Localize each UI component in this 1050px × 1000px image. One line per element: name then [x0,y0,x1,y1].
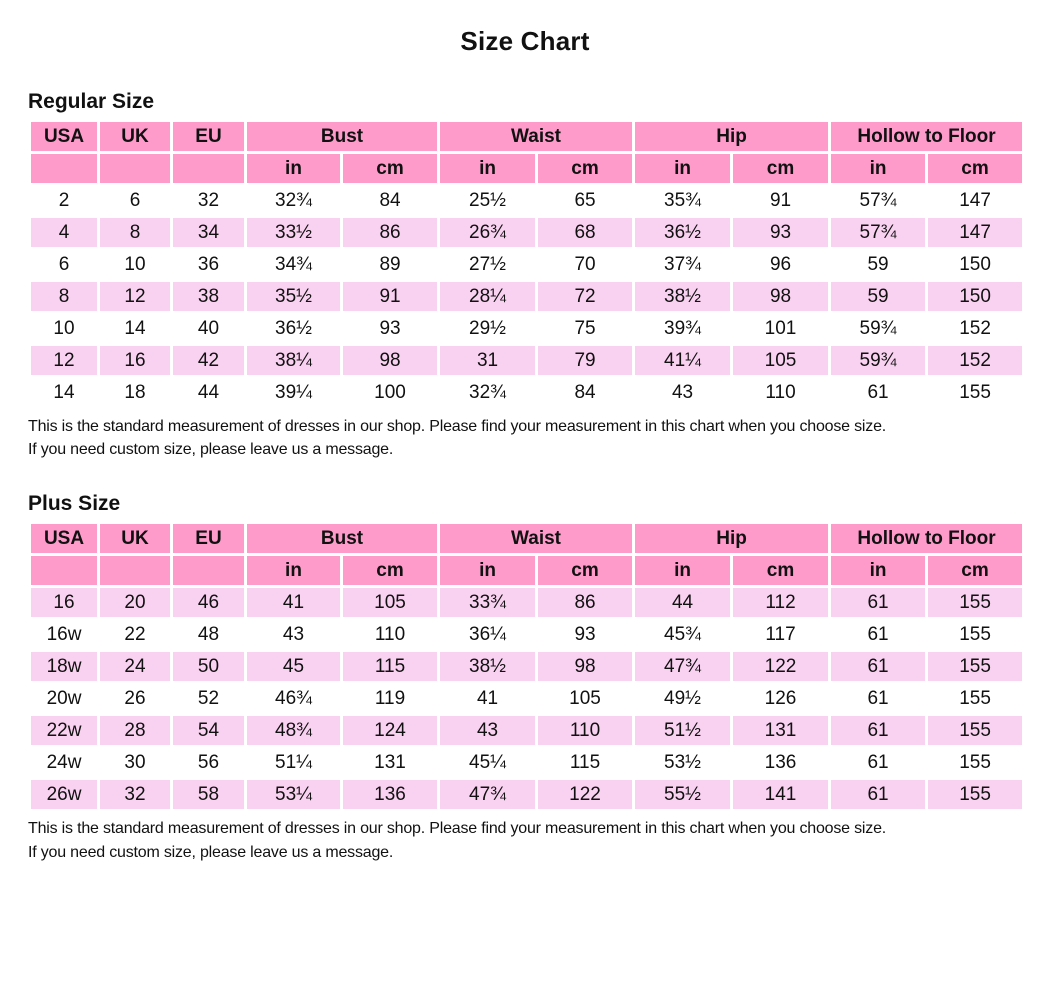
table-cell: 51½ [634,715,732,747]
table-cell: 57¾ [830,185,927,217]
empty-header-cell [99,555,172,587]
column-group-header: EU [172,121,246,153]
table-cell: 79 [537,345,634,377]
table-cell: 155 [927,683,1024,715]
table-cell: 155 [927,715,1024,747]
table-cell: 38¼ [246,345,342,377]
unit-header: in [439,153,537,185]
table-cell: 65 [537,185,634,217]
table-cell: 30 [99,747,172,779]
empty-header-cell [172,153,246,185]
table-cell: 26 [99,683,172,715]
unit-header: cm [342,555,439,587]
column-group-header: Hollow to Floor [830,121,1024,153]
table-cell: 46¾ [246,683,342,715]
unit-header: cm [342,153,439,185]
table-cell: 41 [439,683,537,715]
table-cell: 38½ [634,281,732,313]
table-row [30,313,1024,345]
table-cell: 8 [30,281,99,313]
column-group-header: EU [172,523,246,555]
table-cell: 37¾ [634,249,732,281]
table-cell: 33½ [246,217,342,249]
column-group-header: Hip [634,523,830,555]
table-cell: 136 [732,747,830,779]
unit-header: in [439,555,537,587]
unit-header: in [830,153,927,185]
table-cell: 122 [732,651,830,683]
table-cell: 28 [99,715,172,747]
column-group-header-row [30,523,1024,555]
table-cell: 2 [30,185,99,217]
table-cell: 61 [830,619,927,651]
table-cell: 101 [732,313,830,345]
table-cell: 20w [30,683,99,715]
table-cell: 141 [732,779,830,811]
table-cell: 34¾ [246,249,342,281]
table-row [30,185,1024,217]
table-cell: 47¾ [634,651,732,683]
column-group-header: Bust [246,121,439,153]
table-cell: 43 [634,377,732,409]
table-cell: 26¾ [439,217,537,249]
unit-header-row [30,153,1024,185]
table-cell: 6 [99,185,172,217]
table-cell: 61 [830,651,927,683]
table-cell: 39¾ [634,313,732,345]
table-cell: 48¾ [246,715,342,747]
table-row [30,345,1024,377]
table-cell: 24 [99,651,172,683]
table-cell: 93 [342,313,439,345]
table-cell: 45¾ [634,619,732,651]
table-cell: 51¼ [246,747,342,779]
table-cell: 39¼ [246,377,342,409]
table-cell: 12 [30,345,99,377]
table-cell: 84 [537,377,634,409]
table-cell: 14 [30,377,99,409]
table-row [30,747,1024,779]
table-cell: 152 [927,345,1024,377]
table-cell: 117 [732,619,830,651]
unit-header: in [634,153,732,185]
table-cell: 110 [537,715,634,747]
table-cell: 50 [172,651,246,683]
table-cell: 115 [342,651,439,683]
table-cell: 122 [537,779,634,811]
table-cell: 56 [172,747,246,779]
table-cell: 68 [537,217,634,249]
table-cell: 126 [732,683,830,715]
unit-header-row [30,555,1024,587]
table-cell: 91 [732,185,830,217]
table-cell: 28¼ [439,281,537,313]
table-cell: 150 [927,249,1024,281]
table-cell: 16 [99,345,172,377]
table-cell: 112 [732,587,830,619]
section-heading-plus: Plus Size [28,492,121,516]
table-cell: 10 [30,313,99,345]
table-cell: 24w [30,747,99,779]
table-cell: 44 [634,587,732,619]
unit-header: cm [537,153,634,185]
column-group-header: Waist [439,523,634,555]
table-cell: 36½ [246,313,342,345]
table-cell: 105 [732,345,830,377]
table-cell: 152 [927,313,1024,345]
table-cell: 86 [537,587,634,619]
table-cell: 47¾ [439,779,537,811]
table-cell: 155 [927,651,1024,683]
table-cell: 32 [99,779,172,811]
column-group-header: Hip [634,121,830,153]
table-cell: 16 [30,587,99,619]
table-cell: 136 [342,779,439,811]
table-row [30,651,1024,683]
unit-header: in [830,555,927,587]
table-cell: 31 [439,345,537,377]
table-cell: 155 [927,747,1024,779]
table-cell: 45 [246,651,342,683]
unit-header: in [634,555,732,587]
note-text-regular [28,415,1050,461]
table-cell: 46 [172,587,246,619]
table-row [30,587,1024,619]
table-cell: 100 [342,377,439,409]
page-title: Size Chart [460,26,590,56]
unit-header: cm [927,555,1024,587]
table-cell: 59 [830,281,927,313]
table-cell: 89 [342,249,439,281]
table-cell: 26w [30,779,99,811]
table-cell: 155 [927,377,1024,409]
table-row [30,377,1024,409]
table-cell: 52 [172,683,246,715]
table-row [30,281,1024,313]
table-cell: 98 [732,281,830,313]
table-cell: 36½ [634,217,732,249]
column-group-header: Waist [439,121,634,153]
table-row [30,779,1024,811]
table-cell: 155 [927,619,1024,651]
table-cell: 12 [99,281,172,313]
table-cell: 61 [830,779,927,811]
table-cell: 72 [537,281,634,313]
table-cell: 105 [537,683,634,715]
unit-header: cm [537,555,634,587]
table-cell: 41¼ [634,345,732,377]
plus-size-table [28,521,1025,812]
table-cell: 34 [172,217,246,249]
table-cell: 58 [172,779,246,811]
table-cell: 32¾ [246,185,342,217]
table-cell: 93 [732,217,830,249]
table-cell: 61 [830,377,927,409]
table-cell: 110 [732,377,830,409]
table-cell: 38½ [439,651,537,683]
table-cell: 4 [30,217,99,249]
table-cell: 98 [342,345,439,377]
column-group-header: Hollow to Floor [830,523,1024,555]
table-cell: 32 [172,185,246,217]
table-cell: 93 [537,619,634,651]
table-cell: 36¼ [439,619,537,651]
table-cell: 42 [172,345,246,377]
table-cell: 61 [830,747,927,779]
table-cell: 48 [172,619,246,651]
unit-header: cm [732,153,830,185]
table-cell: 131 [342,747,439,779]
table-cell: 119 [342,683,439,715]
table-cell: 27½ [439,249,537,281]
note-line-1: This is the standard measurement of dresses in our shop. Please find your measurement in this chart when you choose size. [28,820,887,838]
table-cell: 155 [927,779,1024,811]
table-cell: 40 [172,313,246,345]
table-cell: 61 [830,683,927,715]
unit-header: cm [927,153,1024,185]
table-row [30,683,1024,715]
table-cell: 33¾ [439,587,537,619]
table-cell: 49½ [634,683,732,715]
table-cell: 35½ [246,281,342,313]
table-cell: 18 [99,377,172,409]
table-cell: 53½ [634,747,732,779]
empty-header-cell [99,153,172,185]
table-cell: 96 [732,249,830,281]
column-group-header: UK [99,121,172,153]
table-cell: 8 [99,217,172,249]
table-cell: 115 [537,747,634,779]
note-line-2: If you need custom size, please leave us a message. [28,843,394,861]
table-cell: 131 [732,715,830,747]
note-line-2: If you need custom size, please leave us a message. [28,441,394,459]
table-cell: 147 [927,217,1024,249]
table-cell: 18w [30,651,99,683]
column-group-header: Bust [246,523,439,555]
table-cell: 25½ [439,185,537,217]
unit-header: in [246,555,342,587]
table-cell: 57¾ [830,217,927,249]
table-cell: 84 [342,185,439,217]
table-cell: 45¼ [439,747,537,779]
empty-header-cell [30,555,99,587]
table-cell: 53¼ [246,779,342,811]
table-cell: 155 [927,587,1024,619]
table-cell: 38 [172,281,246,313]
table-cell: 150 [927,281,1024,313]
table-cell: 14 [99,313,172,345]
table-cell: 20 [99,587,172,619]
table-cell: 6 [30,249,99,281]
table-cell: 105 [342,587,439,619]
table-cell: 59¾ [830,345,927,377]
unit-header: in [246,153,342,185]
table-cell: 41 [246,587,342,619]
table-cell: 10 [99,249,172,281]
plus-size-section [0,492,1050,863]
table-cell: 35¾ [634,185,732,217]
empty-header-cell [172,555,246,587]
table-cell: 54 [172,715,246,747]
table-cell: 36 [172,249,246,281]
column-group-header-row [30,121,1024,153]
table-cell: 61 [830,715,927,747]
table-cell: 22 [99,619,172,651]
table-row [30,217,1024,249]
column-group-header: USA [30,523,99,555]
table-cell: 110 [342,619,439,651]
table-row [30,619,1024,651]
table-cell: 124 [342,715,439,747]
note-line-1: This is the standard measurement of dresses in our shop. Please find your measurement in this chart when you choose size. [28,418,887,435]
regular-size-table [28,119,1025,410]
table-cell: 55½ [634,779,732,811]
table-cell: 61 [830,587,927,619]
table-cell: 29½ [439,313,537,345]
table-cell: 91 [342,281,439,313]
note-text-plus [28,817,1050,863]
section-heading-regular: Regular Size [28,90,155,113]
column-group-header: UK [99,523,172,555]
table-cell: 70 [537,249,634,281]
table-cell: 98 [537,651,634,683]
table-cell: 59 [830,249,927,281]
table-row [30,715,1024,747]
column-group-header: USA [30,121,99,153]
table-cell: 43 [246,619,342,651]
table-cell: 44 [172,377,246,409]
table-cell: 147 [927,185,1024,217]
table-row [30,249,1024,281]
empty-header-cell [30,153,99,185]
table-cell: 22w [30,715,99,747]
table-cell: 43 [439,715,537,747]
regular-size-section [0,90,1050,461]
table-cell: 32¾ [439,377,537,409]
table-cell: 86 [342,217,439,249]
table-cell: 75 [537,313,634,345]
unit-header: cm [732,555,830,587]
table-cell: 59¾ [830,313,927,345]
table-cell: 16w [30,619,99,651]
